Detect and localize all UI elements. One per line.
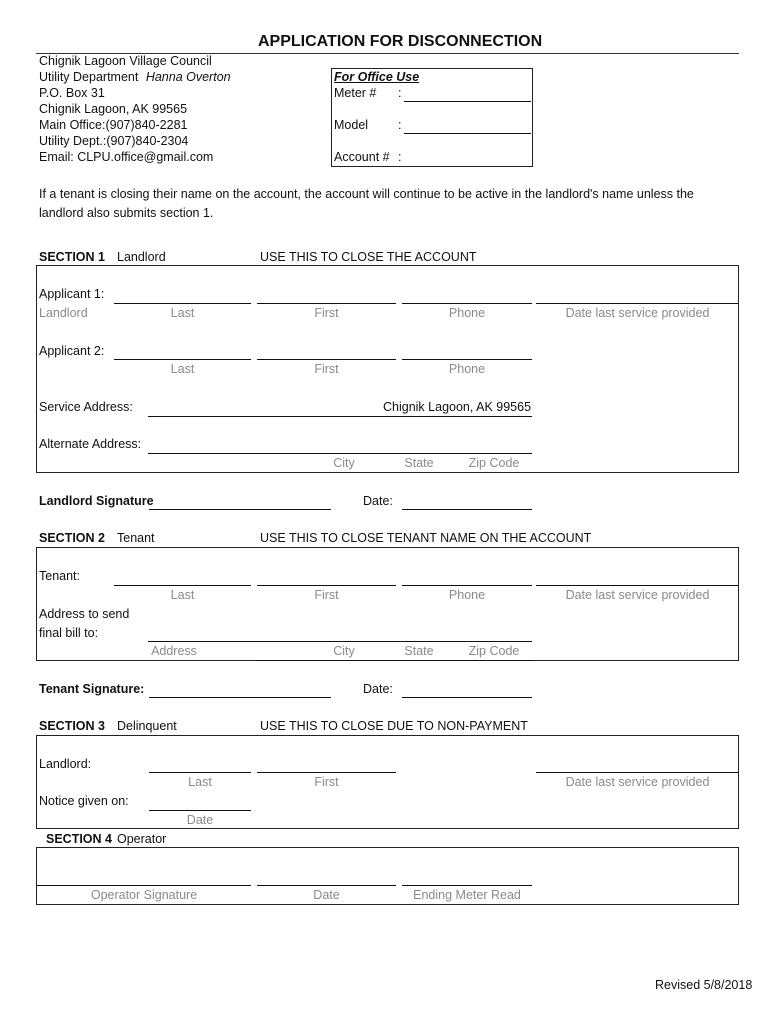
service-address-field[interactable] [148, 416, 532, 417]
section2-box [36, 547, 739, 661]
address-send-label-2: final bill to: [39, 626, 99, 640]
email: Email: CLPU.office@gmail.com [39, 150, 214, 164]
final-bill-address-field[interactable] [148, 641, 532, 642]
applicant2-phone-field[interactable] [402, 359, 532, 360]
applicant1-first-field[interactable] [257, 303, 396, 304]
hint-first: First [314, 588, 339, 602]
applicant1-last-field[interactable] [114, 303, 251, 304]
section3-purpose: USE THIS TO CLOSE DUE TO NON-PAYMENT [260, 719, 528, 733]
applicant2-first-field[interactable] [257, 359, 396, 360]
notice-text: If a tenant is closing their name on the account, the account will continue to be active in the landlord's name unless the landlord also submits section 1. [39, 187, 694, 220]
hint-state: State [404, 456, 434, 470]
hint-first: First [314, 306, 339, 320]
tenant-first-field[interactable] [257, 585, 396, 586]
tenant-last-field[interactable] [114, 585, 251, 586]
delinquent-landlord-label: Landlord: [39, 757, 92, 771]
landlord-signature-label: Landlord Signature [39, 494, 154, 508]
hint-ending-meter-read: Ending Meter Read [413, 888, 521, 902]
dept-contact: Hanna Overton [145, 70, 231, 84]
tenant-date-field[interactable] [402, 697, 532, 698]
operator-signature-field[interactable] [37, 885, 251, 886]
section2-header-rule [536, 585, 739, 586]
hint-phone: Phone [448, 588, 486, 602]
model-label: Model [334, 118, 369, 132]
utility-department [39, 70, 231, 84]
applicant1-label: Applicant 1: [39, 287, 105, 301]
hint-first: First [314, 362, 339, 376]
meter-field[interactable] [404, 101, 531, 102]
po-box: P.O. Box 31 [39, 86, 105, 100]
applicant2-last-field[interactable] [114, 359, 251, 360]
hint-phone: Phone [448, 362, 486, 376]
hint-phone: Phone [448, 306, 486, 320]
landlord-date-field[interactable] [402, 509, 532, 510]
hint-first: First [314, 775, 339, 789]
office-use-heading: For Office Use [334, 70, 420, 84]
hint-last: Last [170, 362, 195, 376]
section3-name: Delinquent [117, 719, 177, 733]
hint-date: Date [313, 888, 340, 902]
landlord-date-label: Date: [363, 494, 393, 508]
operator-date-field[interactable] [257, 885, 396, 886]
section1-name: Landlord [117, 250, 166, 264]
hint-city: City [333, 644, 355, 658]
notice-given-label: Notice given on: [39, 794, 129, 808]
model-colon: : [398, 118, 402, 132]
alternate-address-field[interactable] [148, 453, 532, 454]
page-title: APPLICATION FOR DISCONNECTION [258, 33, 543, 50]
account-label: Account # [334, 150, 390, 164]
model-field[interactable] [404, 133, 531, 134]
section4-name: Operator [117, 832, 167, 846]
delinquent-date-service-field[interactable] [536, 772, 739, 773]
hint-zip: Zip Code [468, 644, 520, 658]
section1-header-rule [536, 303, 739, 304]
hint-address: Address [151, 644, 197, 658]
hint-state: State [404, 644, 434, 658]
main-office-phone: Main Office:(907)840-2281 [39, 118, 188, 132]
hint-last: Last [170, 306, 195, 320]
notice-given-date-field[interactable] [149, 810, 251, 811]
hint-last: Last [188, 775, 212, 789]
section4-label: SECTION 4 [46, 832, 112, 846]
hint-landlord: Landlord [39, 306, 88, 320]
ending-meter-read-field[interactable] [402, 885, 532, 886]
applicant2-label: Applicant 2: [39, 344, 105, 358]
tenant-label: Tenant: [39, 569, 81, 583]
section2-label: SECTION 2 [39, 531, 105, 545]
city-line: Chignik Lagoon, AK 99565 [39, 102, 188, 116]
section1-purpose: USE THIS TO CLOSE THE ACCOUNT [260, 250, 477, 264]
account-colon: : [398, 150, 402, 164]
tenant-signature-field[interactable] [149, 697, 331, 698]
tenant-date-label: Date: [363, 682, 393, 696]
delinquent-first-field[interactable] [257, 772, 396, 773]
service-address-city: Chignik Lagoon, AK 99565 [383, 400, 532, 414]
meter-colon: : [398, 86, 402, 100]
hint-date-service: Date last service provided [565, 588, 710, 602]
council-name: Chignik Lagoon Village Council [39, 54, 212, 68]
landlord-signature-field[interactable] [149, 509, 331, 510]
alternate-address-label: Alternate Address: [39, 437, 142, 451]
section2-bottom-rule [257, 660, 532, 661]
delinquent-last-field[interactable] [149, 772, 251, 773]
hint-date-service: Date last service provided [565, 775, 710, 789]
section3-label: SECTION 3 [39, 719, 105, 733]
hint-date: Date [186, 813, 214, 827]
hint-operator-signature: Operator Signature [90, 888, 198, 902]
dept-label: Utility Department [39, 70, 139, 84]
utility-dept-phone: Utility Dept.:(907)840-2304 [39, 134, 189, 148]
hint-city: City [333, 456, 355, 470]
section2-name: Tenant [117, 531, 155, 545]
service-address-label: Service Address: [39, 400, 133, 414]
tenant-phone-field[interactable] [402, 585, 532, 586]
revised-date: Revised 5/8/2018 [655, 978, 753, 992]
address-send-label-1: Address to send [39, 607, 130, 621]
tenant-signature-label: Tenant Signature: [39, 682, 145, 696]
hint-zip: Zip Code [468, 456, 520, 470]
section2-purpose: USE THIS TO CLOSE TENANT NAME ON THE ACCOUNT [260, 531, 592, 545]
applicant1-phone-field[interactable] [402, 303, 532, 304]
meter-label: Meter # [334, 86, 377, 100]
hint-last: Last [170, 588, 195, 602]
section1-label: SECTION 1 [39, 250, 105, 264]
hint-date-service: Date last service provided [565, 306, 710, 320]
